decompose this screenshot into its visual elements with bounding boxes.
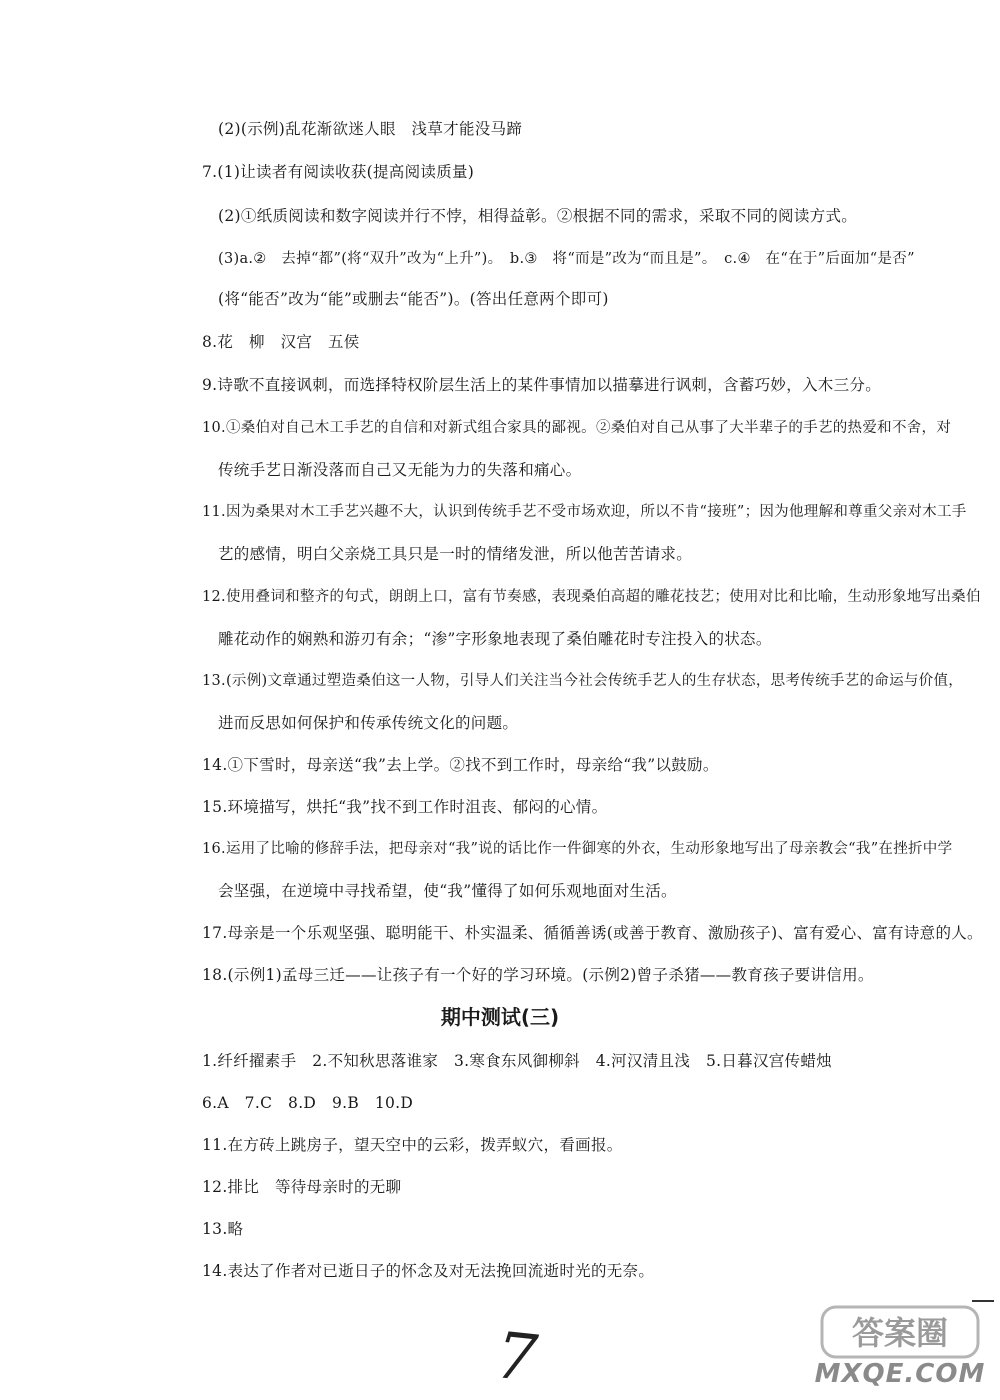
answer-line: 14.表达了作者对已逝日子的怀念及对无法挽回流逝时光的无奈。 [202,1262,655,1280]
answer-line: (2)①纸质阅读和数字阅读并行不悖，相得益彰。②根据不同的需求，采取不同的阅读方式。 [218,207,858,225]
answer-line: 6.A 7.C 8.D 9.B 10.D [202,1094,414,1112]
watermark-url: MXQE.COM [814,1359,986,1389]
page-number: 7 [492,1319,541,1397]
answer-line: 艺的感情，明白父亲烧工具只是一时的情绪发泄，所以他苦苦请求。 [218,545,693,563]
answer-line: 9.诗歌不直接讽刺，而选择特权阶层生活上的某件事情加以描摹进行讽刺，含蓄巧妙，入木三分。 [202,376,881,394]
watermark-logo-text: 答案圈 [851,1314,949,1352]
answer-line: 进而反思如何保护和传承传统文化的问题。 [218,714,519,732]
edge-mark [972,1300,994,1302]
answer-line: (2)(示例)乱花渐欲迷人眼 浅草才能没马蹄 [218,120,523,138]
answer-line: 11.因为桑果对木工手艺兴趣不大，认识到传统手艺不受市场欢迎，所以不肯“接班”；因为他理解和尊重父亲对木工手 [202,504,967,520]
answer-line: 13.(示例)文章通过塑造桑伯这一人物，引导人们关注当今社会传统手艺人的生存状态，思考传统手艺的命运与价值， [202,673,964,689]
section-title: 期中测试(三) [440,1005,560,1029]
answer-circle-logo-icon [820,1305,980,1359]
answer-line: 17.母亲是一个乐观坚强、聪明能干、朴实温柔、循循善诱(或善于教育、激励孩子)、富有爱心、富有诗意的人。 [202,924,983,942]
answer-line: (3)a.② 去掉“都”(将“双升”改为“上升”)。 b.③ 将“而是”改为“而且是”。 c.④ 在“在于”后面加“是否” [218,251,915,267]
answer-line: 7.(1)让读者有阅读收获(提高阅读质量) [202,163,475,181]
answer-line: 会坚强，在逆境中寻找希望，使“我”懂得了如何乐观地面对生活。 [218,882,677,900]
answer-line: 8.花 柳 汉宫 五侯 [202,333,360,351]
answer-line: 雕花动作的娴熟和游刃有余；“渗”字形象地表现了桑伯雕花时专注投入的状态。 [218,630,772,648]
answer-line: 10.①桑伯对自己木工手艺的自信和对新式组合家具的鄙视。②桑伯对自己从事了大半辈子的手艺的热爱和不舍，对 [202,420,952,436]
answer-line: 12.排比 等待母亲时的无聊 [202,1178,402,1196]
watermark [810,1305,990,1393]
answer-line: (将“能否”改为“能”或删去“能否”)。(答出任意两个即可) [218,290,609,308]
answer-line: 15.环境描写，烘托“我”找不到工作时沮丧、郁闷的心情。 [202,798,608,816]
answer-line: 12.使用叠词和整齐的句式，朗朗上口，富有节奏感，表现桑伯高超的雕花技艺；使用对比和比喻，生动形象地写出桑伯 [202,589,981,605]
answer-line: 14.①下雪时，母亲送“我”去上学。②找不到工作时，母亲给“我”以鼓励。 [202,756,719,774]
answer-line: 16.运用了比喻的修辞手法，把母亲对“我”说的话比作一件御寒的外衣，生动形象地写出了母亲教会“我”在挫折中学 [202,841,953,857]
answer-line: 11.在方砖上跳房子，望天空中的云彩，拨弄蚁穴，看画报。 [202,1136,623,1154]
answer-line: 18.(示例1)孟母三迁——让孩子有一个好的学习环境。(示例2)曾子杀猪——教育孩子要讲信用。 [202,966,874,984]
answer-line: 传统手艺日渐没落而自己又无能为力的失落和痛心。 [218,461,582,479]
answer-line: 13.略 [202,1220,244,1238]
answer-line: 1.纤纤擢素手 2.不知秋思落谁家 3.寒食东风御柳斜 4.河汉清且浅 5.日暮汉宫传蜡烛 [202,1052,832,1070]
